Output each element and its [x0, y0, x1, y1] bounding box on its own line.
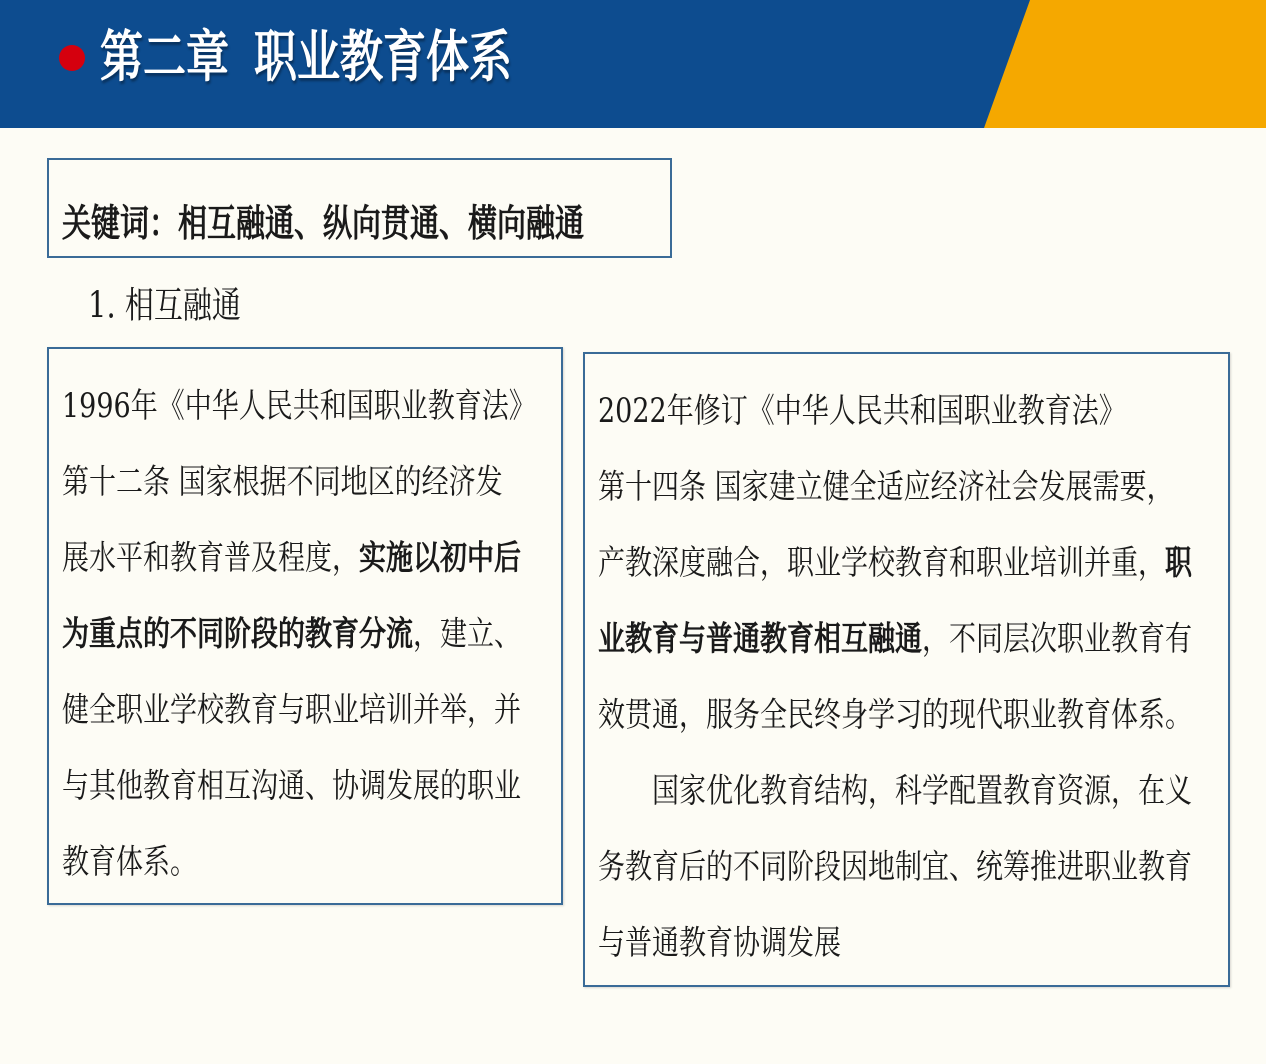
text-segment: ，建立、 — [413, 615, 521, 654]
header-banner — [0, 0, 1266, 128]
text-segment: 第十四条 国家建立健全适应经济社会发展需要， — [598, 468, 1174, 507]
text-segment: 效贯通，服务全民终身学习的现代职业教育体系。 — [598, 696, 1192, 735]
header-accent-shape — [984, 0, 1266, 128]
keyword-text: 关键词：相互融通、纵向贯通、横向融通 — [62, 200, 585, 246]
section-heading: 1. 相互融通 — [88, 283, 241, 327]
text-segment: ，不同层次职业教育有 — [922, 620, 1192, 659]
text-segment: 1996年《中华人民共和国职业教育法》 — [62, 387, 536, 426]
text-segment: 与其他教育相互沟通、协调发展的职业 — [62, 767, 521, 806]
text-segment: 教育体系。 — [62, 843, 197, 882]
text-segment: 健全职业学校教育与职业培训并举，并 — [62, 691, 521, 730]
text-line — [598, 897, 1228, 992]
title-bullet-dot — [59, 45, 85, 71]
text-segment: 2022年修订《中华人民共和国职业教育法》 — [598, 392, 1126, 431]
bold-text-segment: 业教育与普通教育相互融通 — [598, 620, 922, 659]
text-line — [62, 816, 561, 911]
text-segment: 产教深度融合，职业学校教育和职业培训并重， — [598, 544, 1165, 583]
bold-text-segment: 为重点的不同阶段的教育分流 — [62, 615, 413, 654]
law-2022-box — [583, 352, 1230, 987]
keyword-box — [47, 158, 672, 258]
law-1996-box — [47, 347, 563, 905]
text-segment: 国家优化教育结构，科学配置教育资源，在义 — [652, 772, 1192, 811]
text-segment: 展水平和教育普及程度， — [62, 539, 359, 578]
bold-text-segment: 职 — [1165, 544, 1192, 583]
bold-text-segment: 实施以初中后 — [359, 539, 521, 578]
slide-title: 第二章 职业教育体系 — [100, 25, 512, 91]
text-segment: 与普通教育协调发展 — [598, 924, 841, 963]
text-segment: 第十二条 国家根据不同地区的经济发 — [62, 463, 503, 502]
text-segment: 务教育后的不同阶段因地制宜、统筹推进职业教育 — [598, 848, 1192, 887]
